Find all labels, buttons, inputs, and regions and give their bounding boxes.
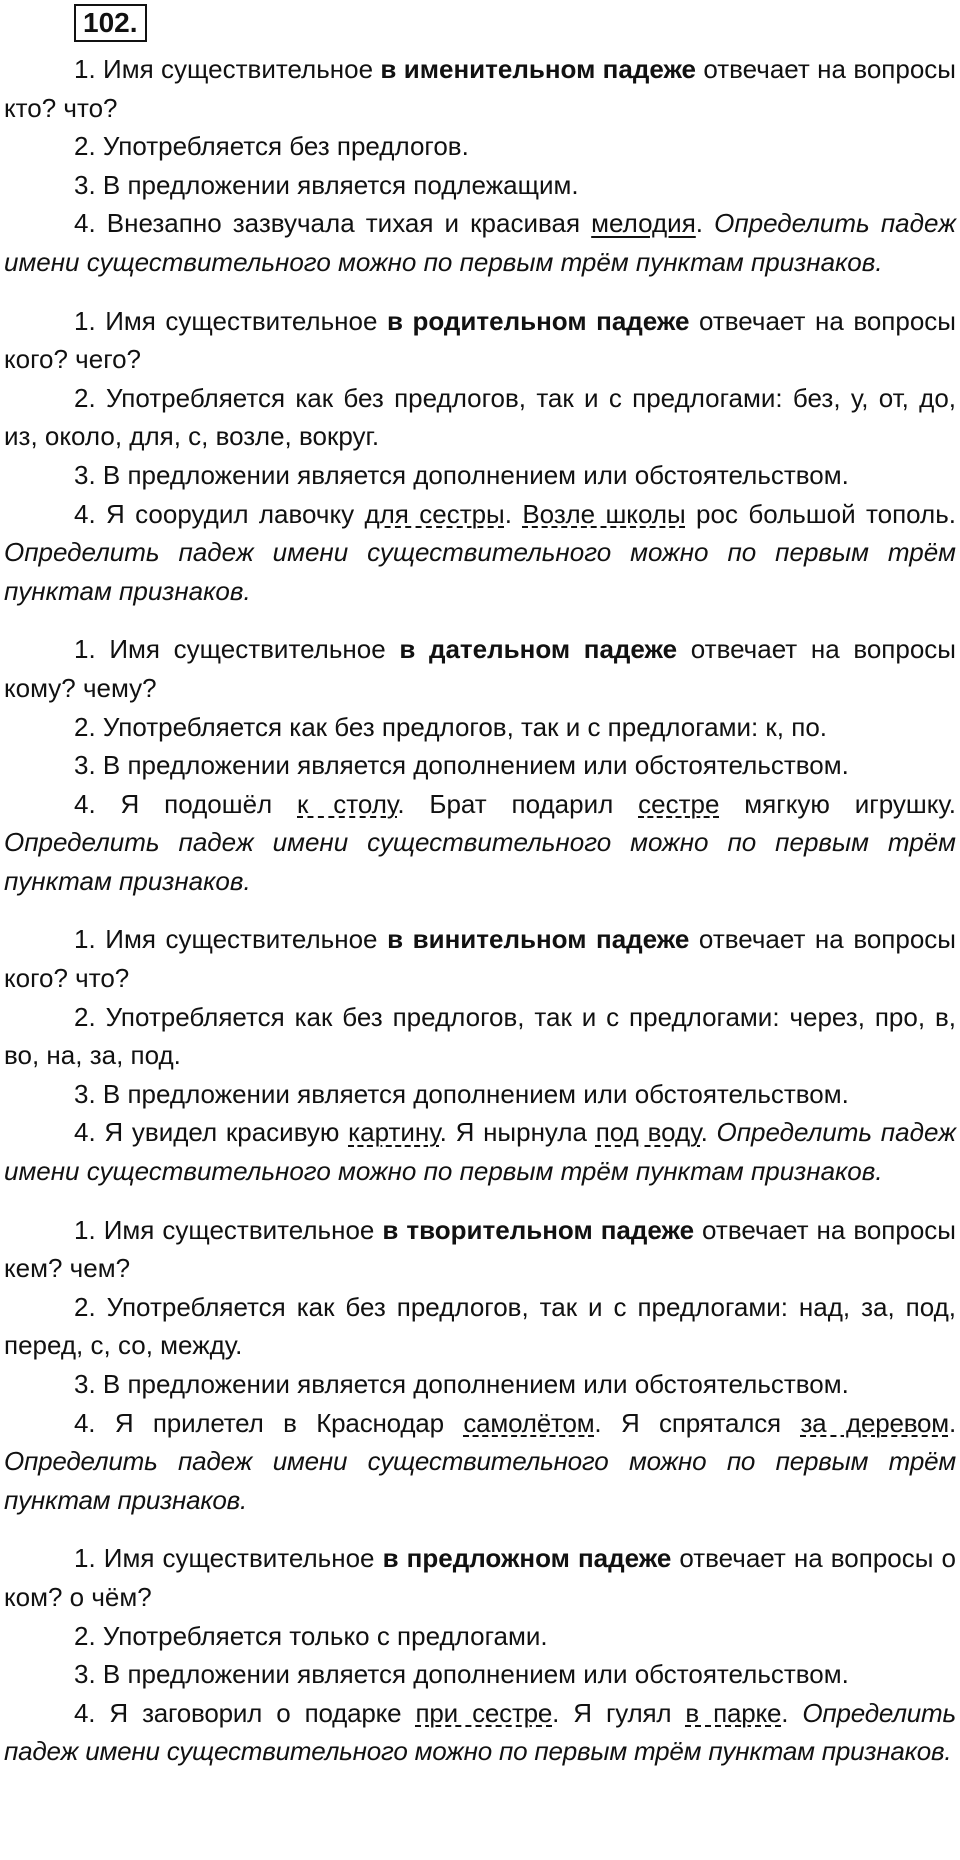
case-name: в дательном падеже — [399, 634, 678, 665]
example-line: 4. Я увидел красивую картину. Я нырнула под воду. Определить падеж имени существительного можно по первым трём пунктам признаков. — [4, 1117, 957, 1187]
case-section-prepositional — [4, 1539, 956, 1771]
case-section-genitive — [4, 302, 956, 611]
underlined-phrase: к столу — [297, 788, 398, 819]
task-number-box: 102. — [74, 4, 147, 42]
example-line: 4. Я соорудил лавочку для сестры. Возле школы рос большой тополь. Определить падеж имени существительного можно по первым трём пунктам признаков. — [4, 498, 956, 606]
underlined-word: сестре — [638, 788, 720, 819]
preposition-line: 2. Употребляется как без предлогов, так и с предлогами: без, у, от, до, из, около, для, с, возле, вокруг. — [4, 382, 956, 452]
syntax-role-line: 3. В предложении является дополнением или обстоятельством. — [74, 459, 849, 490]
conclusion-note: Определить падеж имени существительного можно по первым трём пунктам признаков. — [4, 208, 957, 277]
underlined-phrase: Возле школы — [522, 498, 686, 529]
underlined-word: самолётом — [463, 1407, 595, 1438]
syntax-role-line: 3. В предложении является дополнением или обстоятельством. — [74, 750, 849, 781]
syntax-role-line: 3. В предложении является подлежащим. — [74, 169, 579, 200]
case-section-accusative — [4, 920, 956, 1190]
case-name: в творительном падеже — [382, 1214, 695, 1245]
case-name: в именительном падеже — [380, 54, 696, 84]
conclusion-note: Определить падеж имени существительного можно по первым трём пунктам признаков. — [4, 1697, 956, 1767]
underlined-phrase: в парке — [685, 1697, 782, 1728]
preposition-line: 2. Употребляется как без предлогов, так и с предлогами: над, за, под, перед, с, со, между. — [4, 1291, 956, 1361]
syntax-role-line: 3. В предложении является дополнением или обстоятельством. — [74, 1369, 849, 1399]
underlined-phrase: под воду — [595, 1117, 701, 1148]
question-line: 1. Имя существительное в именительном падеже отвечает на вопросы кто? что? — [4, 54, 956, 123]
example-line: 4. Я подошёл к столу. Брат подарил сестре мягкую игрушку. Определить падеж имени существительного можно по первым трём пунктам признаков. — [4, 788, 957, 896]
underlined-phrase: при сестре — [415, 1697, 553, 1728]
underlined-word: мелодия — [591, 208, 696, 239]
underlined-word: картину — [348, 1117, 440, 1148]
underlined-phrase: для сестры — [364, 498, 505, 529]
preposition-line: 2. Употребляется как без предлогов, так и с предлогами: через, про, в, во, на, за, под. — [4, 1001, 956, 1071]
question-line: 1. Имя существительное в дательном падеже отвечает на вопросы кому? чему? — [4, 634, 956, 703]
underlined-phrase: за деревом — [800, 1407, 949, 1438]
case-section-dative — [4, 630, 956, 900]
conclusion-note: Определить падеж имени существительного можно по первым трём пунктам признаков. — [4, 537, 956, 606]
syntax-role-line: 3. В предложении является дополнением или обстоятельством. — [74, 1659, 849, 1690]
syntax-role-line: 3. В предложении является дополнением или обстоятельством. — [74, 1078, 849, 1109]
case-section-instrumental — [4, 1211, 956, 1520]
case-section-nominative — [4, 50, 956, 282]
case-name: в предложном падеже — [382, 1543, 672, 1574]
conclusion-note: Определить падеж имени существительного можно по первым трём пунктам признаков. — [4, 827, 956, 896]
question-line: 1. Имя существительное в родительном падеже отвечает на вопросы кого? чего? — [4, 305, 956, 375]
case-name: в родительном падеже — [386, 305, 690, 336]
preposition-line: 2. Употребляется только с предлогами. — [74, 1620, 548, 1651]
question-line: 1. Имя существительное в творительном падеже отвечает на вопросы кем? чем? — [4, 1214, 956, 1284]
example-line: 4. Я прилетел в Краснодар самолётом. Я спрятался за деревом. Определить падеж имени существительного можно по первым трём пунктам признаков. — [4, 1407, 957, 1515]
example-line: 4. Я заговорил о подарке при сестре. Я гулял в парке. Определить падеж имени существительного можно по первым трём пунктам признаков. — [4, 1697, 956, 1767]
conclusion-note: Определить падеж имени существительного можно по первым трём пунктам признаков. — [4, 1446, 956, 1515]
case-name: в винительном падеже — [387, 924, 690, 955]
question-line: 1. Имя существительное в предложном падеже отвечает на вопросы о ком? о чём? — [4, 1543, 956, 1612]
example-line: 4. Внезапно зазвучала тихая и красивая мелодия. Определить падеж имени существительного можно по первым трём пунктам признаков. — [4, 208, 957, 277]
question-line: 1. Имя существительное в винительном падеже отвечает на вопросы кого? что? — [4, 924, 956, 994]
preposition-line: 2. Употребляется без предлогов. — [74, 131, 469, 162]
conclusion-note: Определить падеж имени существительного можно по первым трём пунктам признаков. — [4, 1117, 957, 1187]
preposition-line: 2. Употребляется как без предлогов, так и с предлогами: к, по. — [74, 711, 828, 742]
